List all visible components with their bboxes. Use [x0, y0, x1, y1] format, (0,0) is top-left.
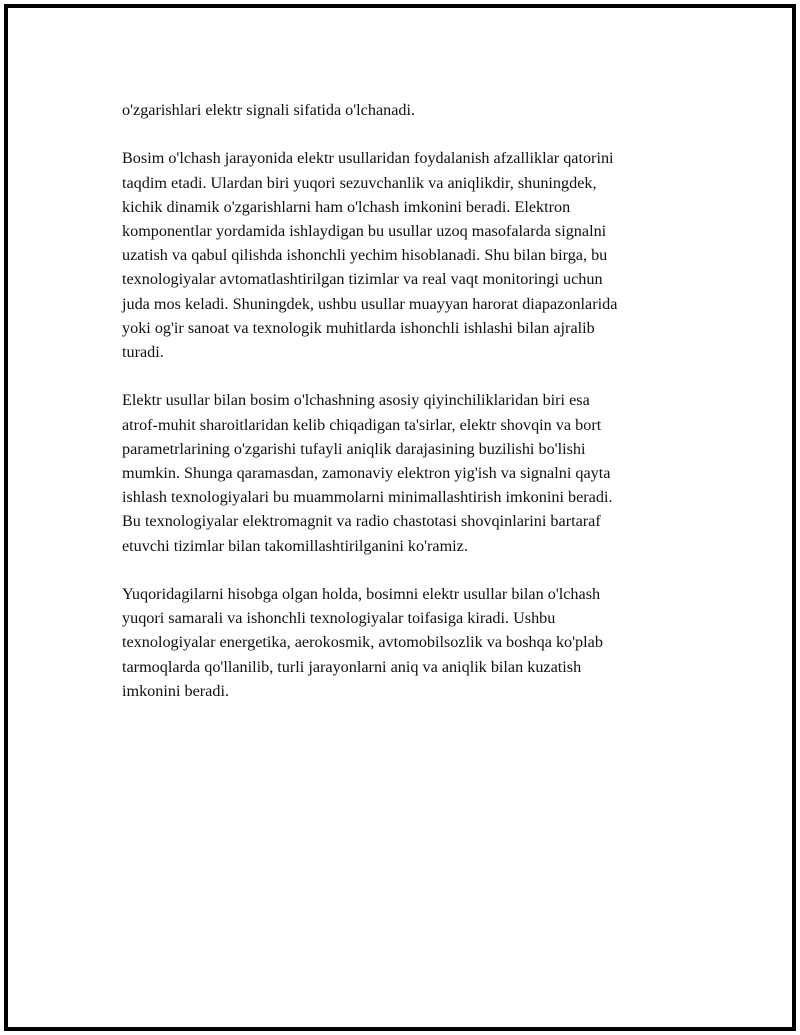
- text-line: Bu texnologiyalar elektromagnit va radio chastotasi shovqinlarini bartaraf: [122, 512, 601, 531]
- document-body: [122, 98, 702, 727]
- paragraph-2: [122, 146, 702, 364]
- text-line: atrof-muhit sharoitlaridan kelib chiqadigan ta'sirlar, elektr shovqin va bort: [122, 415, 602, 434]
- text-line: etuvchi tizimlar bilan takomillashtirilganini ko'ramiz.: [122, 536, 468, 555]
- paragraph-1: [122, 98, 702, 122]
- text-line: Yuqoridagilarni hisobga olgan holda, bosimni elektr usullar bilan o'lchash: [122, 585, 601, 604]
- text-line: Elektr usullar bilan bosim o'lchashning asosiy qiyinchiliklaridan biri esa: [122, 391, 590, 410]
- text-line: parametrlarining o'zgarishi tufayli aniqlik darajasining buzilishi bo'lishi: [122, 439, 586, 458]
- text-line: juda mos keladi. Shuningdek, ushbu usullar muayyan harorat diapazonlarida: [122, 294, 618, 313]
- text-line: texnologiyalar avtomatlashtirilgan tizimlar va real vaqt monitoringi uchun: [122, 270, 603, 289]
- paragraph-3: [122, 388, 702, 557]
- text-line: Bosim o'lchash jarayonida elektr usullaridan foydalanish afzalliklar qatorini: [122, 149, 614, 168]
- text-line: turadi.: [122, 343, 164, 362]
- paragraph-4: [122, 582, 702, 703]
- text-line: mumkin. Shunga qaramasdan, zamonaviy elektron yig'ish va signalni qayta: [122, 464, 611, 483]
- text-line: tarmoqlarda qo'llanilib, turli jarayonlarni aniq va aniqlik bilan kuzatish: [122, 657, 582, 676]
- text-line: uzatish va qabul qilishda ishonchli yechim hisoblanadi. Shu bilan birga, bu: [122, 246, 608, 265]
- text-line: komponentlar yordamida ishlaydigan bu usullar uzoq masofalarda signalni: [122, 222, 607, 240]
- text-line: ishlash texnologiyalari bu muammolarni minimallashtirish imkonini beradi.: [122, 488, 613, 507]
- page-border: [4, 4, 796, 1031]
- text-line: taqdim etadi. Ulardan biri yuqori sezuvchanlik va aniqlikdir, shuningdek,: [122, 173, 597, 192]
- text-line: o'zgarishlari elektr signali sifatida o'lchanadi.: [122, 101, 416, 119]
- text-line: kichik dinamik o'zgarishlarni ham o'lchash imkonini beradi. Elektron: [122, 197, 571, 216]
- text-line: yuqori samarali va ishonchli texnologiyalar toifasiga kiradi. Ushbu: [122, 609, 556, 628]
- text-line: texnologiyalar energetika, aerokosmik, avtomobilsozlik va boshqa ko'plab: [122, 633, 603, 652]
- text-line: imkonini beradi.: [122, 681, 229, 700]
- text-line: yoki og'ir sanoat va texnologik muhitlarda ishonchli ishlashi bilan ajralib: [122, 318, 595, 337]
